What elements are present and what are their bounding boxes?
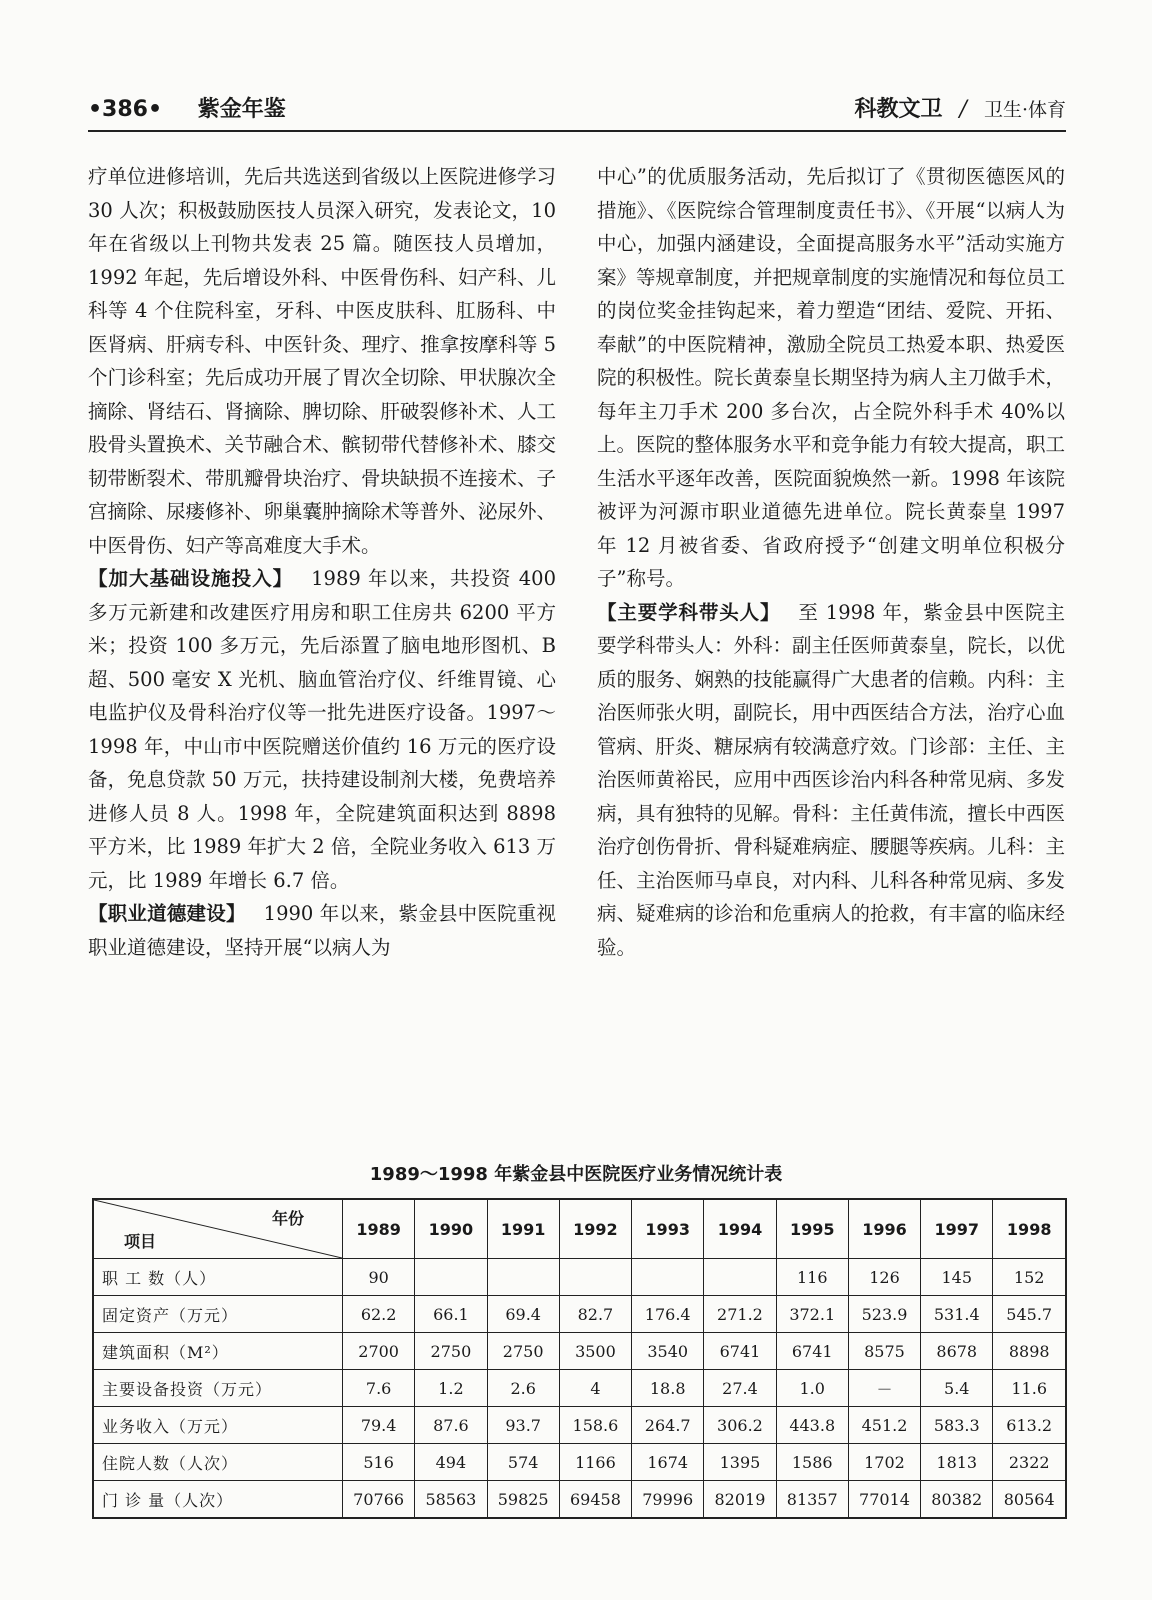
table-cell: 523.9 — [848, 1296, 920, 1333]
table-cell: 583.3 — [921, 1407, 993, 1444]
table-cell — [704, 1259, 776, 1296]
table-cell: 6741 — [704, 1333, 776, 1370]
table-row — [93, 1259, 1066, 1296]
row-label: 门 诊 量（人次） — [93, 1481, 343, 1519]
table-cell: 82019 — [704, 1481, 776, 1519]
corner-item-label: 项目 — [124, 1232, 157, 1251]
year-header-1995: 1995 — [776, 1199, 848, 1259]
corner-year-label: 年份 — [271, 1209, 304, 1228]
table-cell: 59825 — [487, 1481, 559, 1519]
book-title: 紫金年鉴 — [197, 97, 286, 122]
table-cell: 1813 — [921, 1444, 993, 1481]
table-cell: 77014 — [848, 1481, 920, 1519]
table-cell — [632, 1259, 704, 1296]
table-cell: 11.6 — [993, 1370, 1066, 1407]
table-row — [93, 1370, 1066, 1407]
table-cell: 82.7 — [559, 1296, 631, 1333]
table-row — [93, 1333, 1066, 1370]
table-cell: 264.7 — [632, 1407, 704, 1444]
table-cell: 158.6 — [559, 1407, 631, 1444]
table-cell — [415, 1259, 487, 1296]
year-header-1997: 1997 — [921, 1199, 993, 1259]
row-label: 职 工 数（人） — [93, 1259, 343, 1296]
row-label: 业务收入（万元） — [93, 1407, 343, 1444]
section-title: 科教文卫 — [854, 97, 943, 122]
paragraph-infrastructure — [88, 562, 556, 897]
row-label: 建筑面积（M²） — [93, 1333, 343, 1370]
table-cell: 62.2 — [343, 1296, 415, 1333]
table-cell: 443.8 — [776, 1407, 848, 1444]
header-left — [88, 92, 286, 123]
text-infrastructure: 1989 年以来，共投资 400 多万元新建和改建医疗用房和职工住房共 6200 平方米；投资 100 多万元，先后添置了脑电地形图机、B 超、500 毫安 X 光机、脑血管治疗仪、纤维胃镜、心电监护仪及骨科治疗仪等一批先进医疗设备。1997～1998 年，中山市中医院赠送价值约 16 万元的医疗设备，免息贷款 50 万元，扶持建设制剂大楼，免费培养进修人员 8 人。1998 年，全院建筑面积达到 8898 平方米，比 1989 年扩大 2 倍，全院业务收入 613 万元，比 1989 年增长 6.7 倍。 — [88, 567, 556, 892]
table-cell: 613.2 — [993, 1407, 1066, 1444]
table-cell: 3540 — [632, 1333, 704, 1370]
table-title: 1989～1998 年紫金县中医院医疗业务情况统计表 — [369, 1164, 783, 1185]
table-cell — [487, 1259, 559, 1296]
table-cell: 574 — [487, 1444, 559, 1481]
heading-leaders: 【主要学科带头人】 — [597, 600, 781, 624]
left-column — [88, 160, 556, 964]
table-cell: 451.2 — [848, 1407, 920, 1444]
table-cell: 69.4 — [487, 1296, 559, 1333]
table-cell: 176.4 — [632, 1296, 704, 1333]
table-cell: 8898 — [993, 1333, 1066, 1370]
table-cell: 1395 — [704, 1444, 776, 1481]
table-cell: 70766 — [343, 1481, 415, 1519]
table-cell: 69458 — [559, 1481, 631, 1519]
text-ethics: 1990 年以来，紫金县中医院重视职业道德建设，坚持开展“以病人为 — [88, 902, 556, 959]
paragraph-training: 疗单位进修培训，先后共选送到省级以上医院进修学习 30 人次；积极鼓励医技人员深入研究，发表论文，10 年在省级以上刊物共发表 25 篇。随医技人员增加，1992 年起，先后增设外科、中医骨伤科、妇产科、儿科等 4 个住院科室，牙科、中医皮肤科、肛肠科、中医肾病、肝病专科、中医针灸、理疗、推拿按摩科等 5 个门诊科室；先后成功开展了胃次全切除、甲状腺次全摘除、肾结石、肾摘除、脾切除、肝破裂修补术、人工股骨头置换术、关节融合术、髌韧带代替修补术、膝交韧带断裂术、带肌瓣骨块治疗、骨块缺损不连接术、子宫摘除、尿瘘修补、卵巢囊肿摘除术等普外、泌尿外、中医骨伤、妇产等高难度大手术。 — [88, 165, 557, 557]
year-header-1993: 1993 — [632, 1199, 704, 1259]
table-cell: 545.7 — [993, 1296, 1066, 1333]
paragraph-ethics — [88, 897, 556, 964]
table-cell: 79.4 — [343, 1407, 415, 1444]
table-cell: 8678 — [921, 1333, 993, 1370]
paragraph-ethics-cont: 中心”的优质服务活动，先后拟订了《贯彻医德医风的措施》、《医院综合管理制度责任书》、《开展“以病人为中心，加强内涵建设，全面提高服务水平”活动实施方案》等规章制度，并把规章制度的实施情况和每位员工的岗位奖金挂钩起来，着力塑造“团结、爱院、开拓、奉献”的中医院精神，激励全院员工热爱本职、热爱医院的积极性。院长黄泰皇长期坚持为病人主刀做手术，每年主刀手术 200 多台次，占全院外科手术 40%以上。医院的整体服务水平和竞争能力有较大提高，职工生活水平逐年改善，医院面貌焕然一新。1998 年该院被评为河源市职业道德先进单位。院长黄泰皇 1997 年 12 月被省委、省政府授予“创建文明单位积极分子”称号。 — [597, 165, 1066, 590]
table-cell: 494 — [415, 1444, 487, 1481]
table-cell: 1166 — [559, 1444, 631, 1481]
table-cell: 271.2 — [704, 1296, 776, 1333]
table-cell: 2750 — [415, 1333, 487, 1370]
table-cell: 1674 — [632, 1444, 704, 1481]
table-cell: 90 — [343, 1259, 415, 1296]
table-cell — [559, 1259, 631, 1296]
text-leaders: 至 1998 年，紫金县中医院主要学科带头人：外科：副主任医师黄泰皇，院长，以优质的服务、娴熟的技能赢得广大患者的信赖。内科：主治医师张火明，副院长，用中西医结合方法，治疗心血管病、肝炎、糖尿病有较满意疗效。门诊部：主任、主治医师黄裕民，应用中西医诊治内科各种常见病、多发病，具有独特的见解。骨科：主任黄伟流，擅长中西医治疗创伤骨折、骨科疑难病症、腰腿等疾病。儿科：主任、主治医师马卓良，对内科、儿科各种常见病、多发病、疑难病的诊治和危重病人的抢救，有丰富的临床经验。 — [597, 600, 1066, 959]
table-cell: 87.6 — [415, 1407, 487, 1444]
table-cell: 79996 — [632, 1481, 704, 1519]
table-cell: 18.8 — [632, 1370, 704, 1407]
table-cell: 1702 — [848, 1444, 920, 1481]
table-header-row — [93, 1199, 1066, 1259]
table-cell: 3500 — [559, 1333, 631, 1370]
page-number: •386• — [88, 97, 163, 122]
table-cell: 306.2 — [704, 1407, 776, 1444]
row-label: 住院人数（人次） — [93, 1444, 343, 1481]
table-cell: 2322 — [993, 1444, 1066, 1481]
year-header-1994: 1994 — [704, 1199, 776, 1259]
table-cell: 8575 — [848, 1333, 920, 1370]
subsection-title: 卫生·体育 — [983, 99, 1066, 121]
table-cell: 516 — [343, 1444, 415, 1481]
table-cell: 145 — [921, 1259, 993, 1296]
table-cell: 2.6 — [487, 1370, 559, 1407]
year-header-1998: 1998 — [993, 1199, 1066, 1259]
table-cell: 152 — [993, 1259, 1066, 1296]
table-cell: 116 — [776, 1259, 848, 1296]
table-cell: 2700 — [343, 1333, 415, 1370]
table-cell: 1.2 — [415, 1370, 487, 1407]
table-cell: 93.7 — [487, 1407, 559, 1444]
table-cell: 81357 — [776, 1481, 848, 1519]
heading-ethics: 【职业道德建设】 — [88, 902, 246, 925]
table-cell: 2750 — [487, 1333, 559, 1370]
table-cell: 66.1 — [415, 1296, 487, 1333]
table-cell: 4 — [559, 1370, 631, 1407]
table-cell: 58563 — [415, 1481, 487, 1519]
year-header-1992: 1992 — [559, 1199, 631, 1259]
table-row — [93, 1481, 1066, 1519]
table-corner-cell — [93, 1199, 343, 1259]
header-slash: / — [959, 97, 967, 122]
heading-infrastructure: 【加大基础设施投入】 — [88, 567, 294, 590]
row-label: 主要设备投资（万元） — [93, 1370, 343, 1407]
header-right — [855, 92, 1066, 123]
year-header-1996: 1996 — [848, 1199, 920, 1259]
right-column — [597, 160, 1065, 964]
table-cell: 80382 — [921, 1481, 993, 1519]
year-header-1990: 1990 — [415, 1199, 487, 1259]
table-cell: － — [848, 1370, 920, 1407]
page-header — [88, 92, 1066, 132]
paragraph-leaders — [597, 596, 1065, 965]
year-header-1989: 1989 — [343, 1199, 415, 1259]
table-body — [93, 1259, 1066, 1519]
table-cell: 1.0 — [776, 1370, 848, 1407]
table-row — [93, 1444, 1066, 1481]
table-cell: 372.1 — [776, 1296, 848, 1333]
table-cell: 126 — [848, 1259, 920, 1296]
table-cell: 5.4 — [921, 1370, 993, 1407]
table-cell: 80564 — [993, 1481, 1066, 1519]
table-cell: 531.4 — [921, 1296, 993, 1333]
table-cell: 7.6 — [343, 1370, 415, 1407]
year-header-1991: 1991 — [487, 1199, 559, 1259]
table-row — [93, 1407, 1066, 1444]
table-cell: 6741 — [776, 1333, 848, 1370]
table-row — [93, 1296, 1066, 1333]
statistics-table — [92, 1198, 1067, 1519]
table-cell: 1586 — [776, 1444, 848, 1481]
row-label: 固定资产（万元） — [93, 1296, 343, 1333]
table-cell: 27.4 — [704, 1370, 776, 1407]
